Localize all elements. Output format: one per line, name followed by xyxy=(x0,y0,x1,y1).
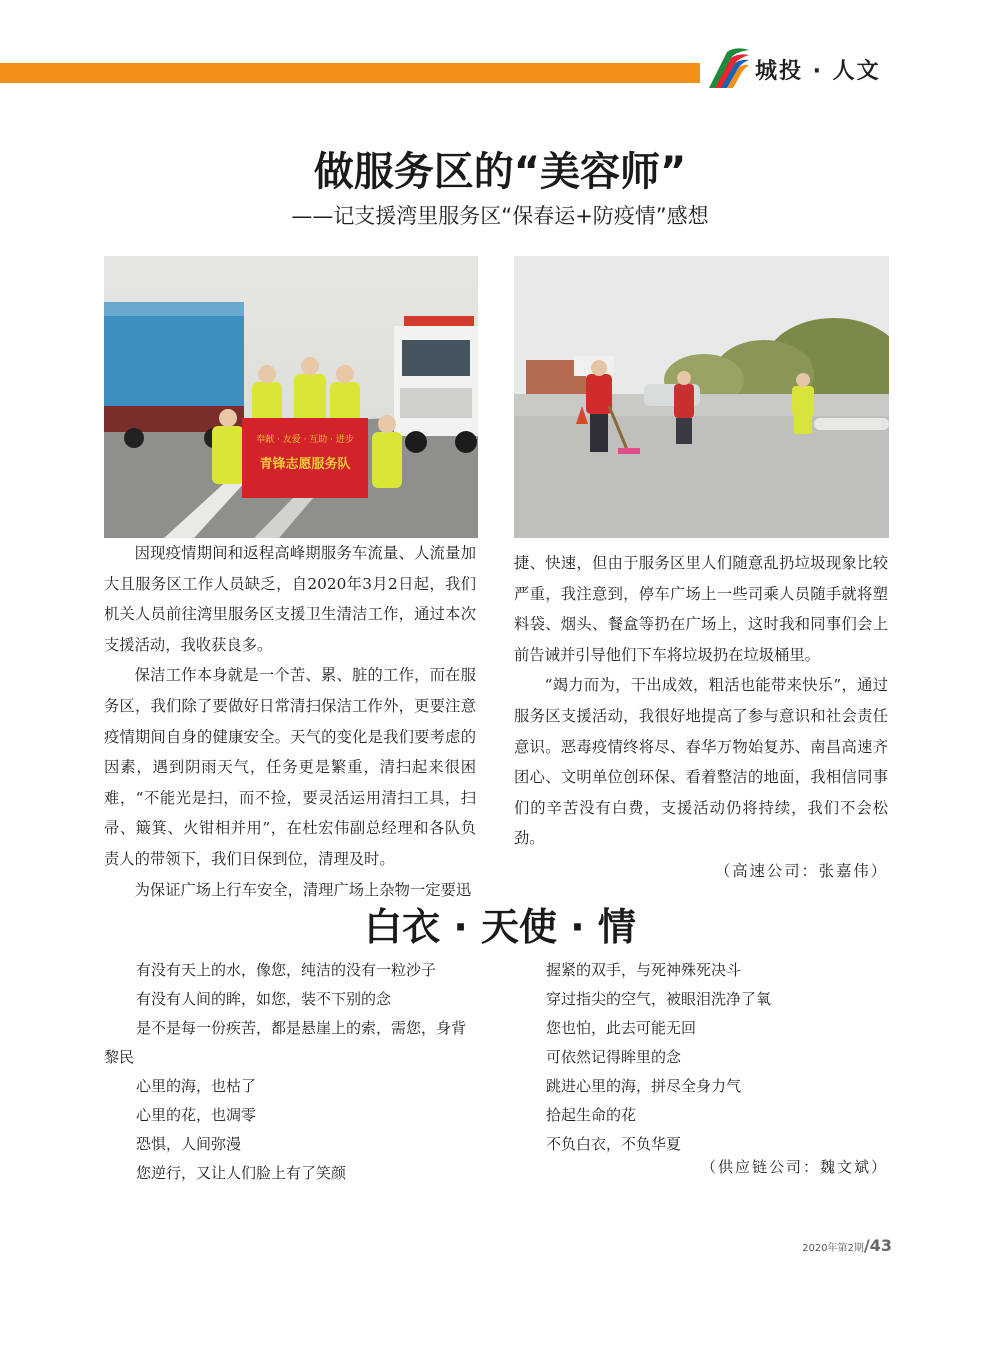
article-paragraph: 保洁工作本身就是一个苦、累、脏的工作，而在服务区，我们除了要做好日常清扫保洁工作外，更要注意疫情期间自身的健康安全。天气的变化是我们要考虑的因素，遇到阴雨天气，任务更是繁重，清扫起来很困难，“不能光是扫，而不捡，要灵活运用清扫工具，扫帚、簸箕、火钳相并用”，在杜宏伟副总经理和各队负责人的带领下，我们日保到位，清理及时。 xyxy=(104,666,476,868)
article-subtitle: ——记支援湾里服务区“保春运+防疫情”感想 xyxy=(291,204,709,228)
poem-title: 白衣 · 天使 · 情 xyxy=(364,905,636,949)
banner-title: 青锋志愿服务队 xyxy=(259,457,351,472)
poem-line: 心里的海，也枯了 xyxy=(136,1077,257,1095)
poem-line: 黎民 xyxy=(104,1048,135,1066)
article-paragraph: 为保证广场上行车安全，清理广场上杂物一定要迅 xyxy=(134,880,472,899)
poem-line: 拾起生命的花 xyxy=(546,1106,637,1124)
poem-line: 有没有人间的眸，如您，装不下别的念 xyxy=(136,990,392,1008)
article-left-column xyxy=(104,538,476,905)
page-footer xyxy=(802,1236,892,1255)
poem-line: 穿过指尖的空气，被眼泪洗净了氧 xyxy=(546,990,772,1008)
poem-line: 是不是每一份疾苦，都是悬崖上的索，需您，身背 xyxy=(136,1019,467,1037)
page-number: 43 xyxy=(869,1236,892,1255)
workers-sweeping-plaza-photo xyxy=(514,256,889,538)
article-paragraph: “竭力而为，干出成效，粗活也能带来快乐”，通过服务区支援活动，我很好地提高了参与意识和社会责任意识。恶毒疫情终将尽、春华万物始复苏、南昌高速齐团心、文明单位创环保、看着整洁的地面，我相信同事们的辛苦没有白费，支援活动仍将持续，我们不会松劲。 xyxy=(514,676,888,848)
poem-line: 您逆行，又让人们脸上有了笑颜 xyxy=(136,1164,347,1182)
volunteers-with-red-banner-photo xyxy=(104,256,478,538)
poem-line: 握紧的双手，与死神殊死决斗 xyxy=(546,961,742,979)
poem-line: 不负白衣，不负华夏 xyxy=(546,1135,682,1153)
article-right-column xyxy=(514,548,888,887)
article-byline: （高速公司：张嘉伟） xyxy=(715,861,888,880)
poem-line: 跳进心里的海，拼尽全身力气 xyxy=(546,1077,742,1095)
poem-right-column xyxy=(514,956,888,1159)
article-paragraph: 因现疫情期间和返程高峰期服务车流量、人流量加大且服务区工作人员缺乏，自2020年3月2日起，我们机关人员前往湾里服务区支援卫生清洁工作，通过本次支援活动，我收获良多。 xyxy=(104,544,476,654)
article-title: 做服务区的“美容师” xyxy=(313,149,687,195)
striped-wave-logo-icon xyxy=(705,46,751,90)
poem-byline: （供应链公司：魏文斌） xyxy=(700,1158,888,1176)
banner-slogan: 奉献 · 友爱 · 互助 · 进步 xyxy=(256,435,354,445)
poem-line: 您也怕，此去可能无回 xyxy=(546,1019,697,1037)
poem-line: 有没有天上的水，像您，纯洁的没有一粒沙子 xyxy=(136,961,437,979)
header-accent-bar xyxy=(0,63,700,83)
issue-label: 2020年第2期 xyxy=(802,1243,864,1254)
section-title: 城投 · 人文 xyxy=(755,59,881,84)
article-paragraph-continued: 捷、快速，但由于服务区里人们随意乱扔垃圾现象比较严重，我注意到，停车广场上一些司乘人员随手就将塑料袋、烟头、餐盒等扔在广场上，这时我和同事们会上前告诫并引导他们下车将垃圾扔在垃圾桶里。 xyxy=(514,554,888,664)
poem-line: 恐惧，人间弥漫 xyxy=(136,1135,242,1153)
poem-line: 可依然记得眸里的念 xyxy=(546,1048,682,1066)
poem-left-column xyxy=(104,956,484,1188)
poem-line: 心里的花，也凋零 xyxy=(136,1106,257,1124)
issue-separator: / xyxy=(863,1236,870,1255)
